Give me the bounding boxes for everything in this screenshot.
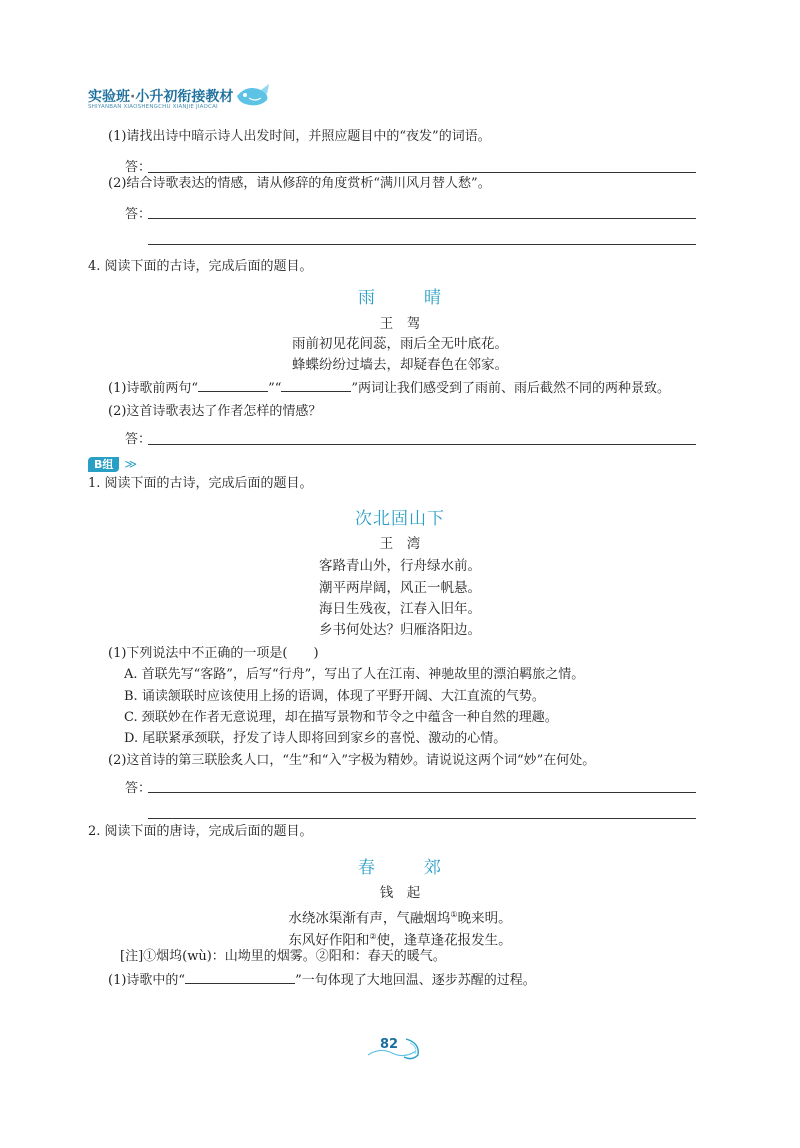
answer-line[interactable] bbox=[148, 172, 696, 173]
answer-line[interactable] bbox=[148, 818, 696, 819]
b2-prompt: 2. 阅读下面的唐诗，完成后面的题目。 bbox=[88, 824, 313, 839]
answer-label: 答： bbox=[125, 160, 152, 175]
header-brand: 实验班·小升初衔接教材 bbox=[88, 89, 234, 105]
answer-line[interactable] bbox=[148, 792, 696, 793]
b1-sub2: (2)这首诗的第三联脍炙人口，“生”和“入”字极为精妙。请说说这两个词“妙”在何处。 bbox=[108, 753, 596, 768]
b2-note: [注]①烟坞(wù)：山坳里的烟雾。②阳和：春天的暖气。 bbox=[120, 949, 446, 964]
b1-poem-title: 次北固山下 bbox=[355, 509, 445, 529]
q4-sub2: (2)这首诗歌表达了作者怎样的情感？ bbox=[108, 404, 322, 419]
fill-blank[interactable] bbox=[281, 379, 351, 392]
q4-poem-title: 雨 晴 bbox=[358, 288, 442, 308]
answer-line[interactable] bbox=[148, 244, 696, 245]
double-arrow-icon: ≫ bbox=[124, 457, 138, 471]
b1-option-b[interactable]: B. 诵读颔联时应该使用上扬的语调，体现了平野开阔、大江直流的气势。 bbox=[124, 689, 545, 704]
b2-poem-line: 东风好作阳和②使，逢草逢花报发生。 bbox=[288, 932, 512, 949]
fish-logo-icon bbox=[233, 82, 271, 110]
b1-poem-line: 海日生残夜，江春入旧年。 bbox=[319, 601, 481, 617]
b1-author: 王 湾 bbox=[379, 536, 421, 552]
header-pinyin: SHIYANBAN XIAOSHENGCHU XIANJIE JIAOCAI bbox=[88, 104, 218, 110]
wave-decoration-icon bbox=[360, 1033, 440, 1063]
group-b-badge bbox=[88, 453, 137, 469]
page-number-footer bbox=[360, 1033, 440, 1063]
header bbox=[88, 86, 288, 116]
b1-option-a[interactable]: A. 首联先写“客路”，后写“行舟”，写出了人在江南、神驰故里的漂泊羁旅之情。 bbox=[124, 667, 585, 682]
b1-option-c[interactable]: C. 颈联妙在作者无意说理，却在描写景物和节令之中蕴含一种自然的理趣。 bbox=[124, 710, 558, 725]
q3-sub1: (1)请找出诗中暗示诗人出发时间，并照应题目中的“夜发”的词语。 bbox=[108, 129, 491, 144]
b2-author: 钱 起 bbox=[379, 885, 421, 901]
b2-poem-title: 春 郊 bbox=[358, 858, 442, 878]
group-b-label: B组 bbox=[88, 457, 119, 472]
b1-poem-line: 潮平两岸阔，风正一帆悬。 bbox=[319, 580, 481, 596]
fill-blank[interactable] bbox=[185, 971, 295, 984]
b2-sub1: (1)诗歌中的“ ”一句体现了大地回温、逐步苏醒的过程。 bbox=[108, 973, 536, 988]
answer-line[interactable] bbox=[148, 218, 696, 219]
b1-sub1: (1)下列说法中不正确的一项是( ) bbox=[108, 646, 319, 661]
b1-option-d[interactable]: D. 尾联紧承颈联，抒发了诗人即将回到家乡的喜悦、激动的心情。 bbox=[124, 731, 507, 746]
fill-blank[interactable] bbox=[198, 379, 268, 392]
q3-sub2: (2)结合诗歌表达的情感，请从修辞的角度赏析“满川风月替人愁”。 bbox=[108, 176, 491, 191]
b1-prompt: 1. 阅读下面的古诗，完成后面的题目。 bbox=[88, 476, 313, 491]
q4-poem-line: 蜂蝶纷纷过墙去，却疑春色在邻家。 bbox=[292, 357, 508, 373]
b1-poem-line: 客路青山外，行舟绿水前。 bbox=[319, 558, 481, 574]
answer-label: 答： bbox=[125, 781, 152, 796]
page-number: 82 bbox=[380, 1037, 399, 1052]
answer-line[interactable] bbox=[148, 444, 696, 445]
answer-label: 答： bbox=[125, 207, 152, 222]
q4-sub1: (1)诗歌前两句“ ”“ ”两词让我们感受到了雨前、雨后截然不同的两种景致。 bbox=[108, 381, 671, 396]
b2-poem-line: 水绕冰渠渐有声，气融烟坞①晚来明。 bbox=[288, 910, 512, 927]
q4-prompt: 4. 阅读下面的古诗，完成后面的题目。 bbox=[88, 259, 313, 274]
b1-poem-line: 乡书何处达？归雁洛阳边。 bbox=[319, 622, 481, 638]
q4-author: 王 驾 bbox=[379, 316, 421, 332]
answer-label: 答： bbox=[125, 432, 152, 447]
q4-poem-line: 雨前初见花间蕊，雨后全无叶底花。 bbox=[292, 336, 508, 352]
